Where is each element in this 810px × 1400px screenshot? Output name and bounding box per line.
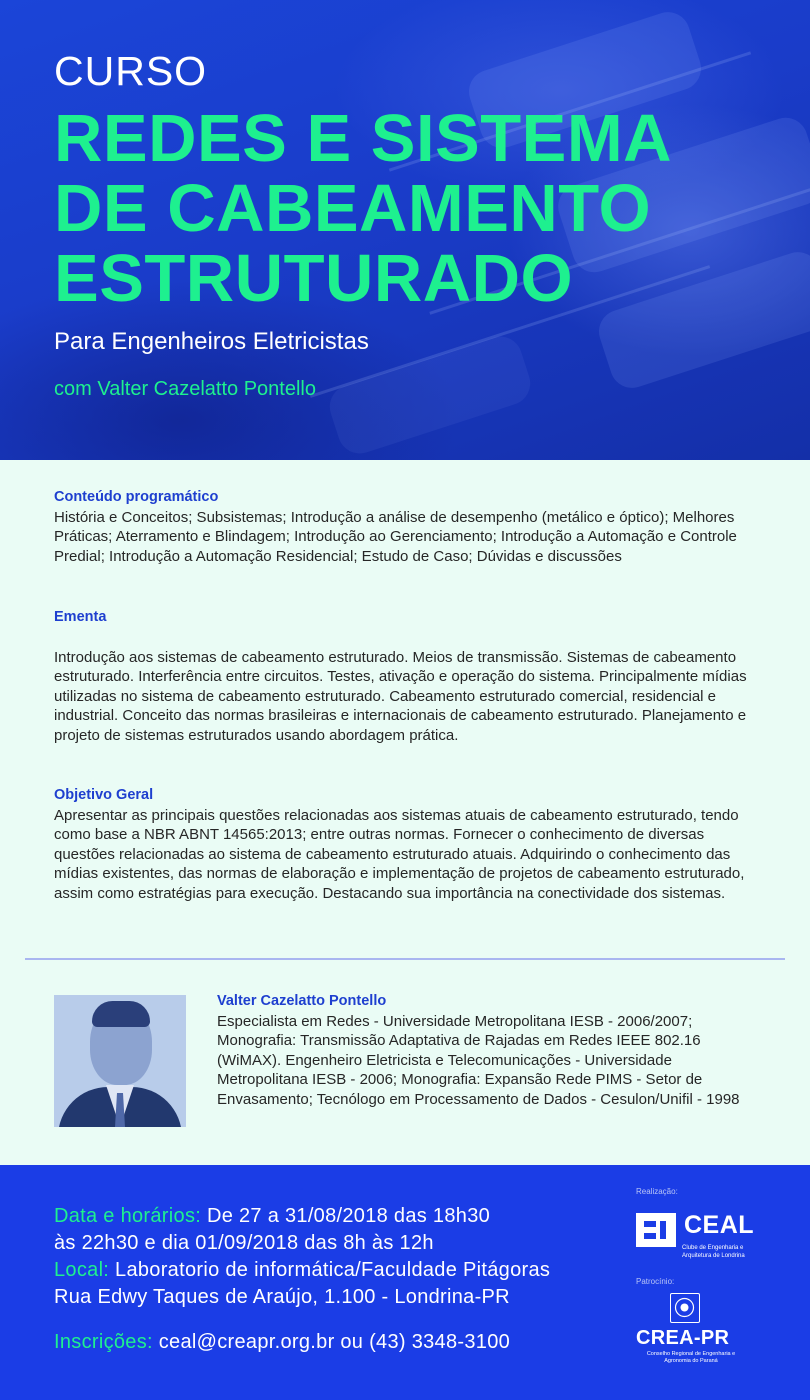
section-ementa bbox=[54, 608, 754, 746]
section-body: Introdução aos sistemas de cabeamento estruturado. Meios de transmissão. Sistemas de cabeamento estruturado. Interferência entre circuitos. Testes, ativação e operação do sistema. Principalmente mídias utilizadas no sistema de cabeamento estruturado. Cabeamento estruturado comercial, residencial e industrial. Conceito das normas brasileiras e internacionais de cabeamento estruturado. Planejamento e projeto de sistemas estruturados usando abordagem prática. bbox=[54, 648, 747, 744]
section-conteudo bbox=[54, 488, 754, 566]
inscricoes-contact[interactable]: ceal@creapr.org.br ou (43) 3348-3100 bbox=[158, 1331, 511, 1353]
local-line bbox=[54, 1259, 550, 1282]
section-objetivo bbox=[54, 786, 754, 904]
ceal-subtitle: Clube de Engenharia e Arquitetura de Londrina bbox=[682, 1245, 745, 1259]
course-title-line: REDES E SISTEMA bbox=[54, 101, 673, 176]
dates-line-2: às 22h30 e dia 01/09/2018 das 8h às 12h bbox=[54, 1232, 434, 1254]
instructor-bio: Especialista em Redes - Universidade Metropolitana IESB - 2006/2007; Monografia: Transmissão Adaptativa de Rajadas em Redes IEEE 802.16 (WiMAX). Engenheiro Eletricista e Telecomunicações - Universidade Metropolitana IESB - 2006; Monografia: Expansão Rede PIMS - Setor de Envasamento; Tecnólogo em Processamento de Dados - Cesulon/Unifil - 1998 bbox=[217, 1012, 740, 1108]
dates-label: Data e horários: bbox=[54, 1205, 202, 1227]
realizacao-label: Realização: bbox=[636, 1187, 678, 1196]
inscricoes-label: Inscrições: bbox=[54, 1331, 153, 1353]
address-line: Rua Edwy Taques de Araújo, 1.100 - Londrina-PR bbox=[54, 1286, 510, 1308]
photo-hair bbox=[92, 1001, 150, 1027]
crea-emblem-icon bbox=[670, 1293, 700, 1323]
footer-info bbox=[0, 1165, 810, 1400]
dates-value: De 27 a 31/08/2018 das 18h30 bbox=[206, 1205, 491, 1227]
local-value: Laboratorio de informática/Faculdade Pitágoras bbox=[115, 1259, 551, 1281]
crea-seal-icon bbox=[671, 1294, 698, 1321]
section-title: Conteúdo programático bbox=[54, 489, 219, 505]
patrocinio-label: Patrocínio: bbox=[636, 1277, 675, 1286]
local-label: Local: bbox=[54, 1259, 110, 1281]
course-title-line: ESTRUTURADO bbox=[54, 241, 574, 316]
course-title bbox=[54, 101, 673, 316]
section-body: Apresentar as principais questões relacionadas aos sistemas atuais de cabeamento estruturado, tendo como base a NBR ABNT 14565:2013; entre outras normas. Fornecer o conhecimento de diversas questões relacionadas ao sistema de cabeamento estruturado atuais. Adquirindo o conhecimento das mídias existentes, das normas de elaboração e implementação de projetos de cabeamento estruturado, assim como estratégias para execução. Destacando sua importância na conectividade dos sistemas. bbox=[54, 806, 745, 902]
hero-banner bbox=[0, 0, 810, 460]
instructor-name: Valter Cazelatto Pontello bbox=[217, 993, 387, 1009]
section-divider bbox=[25, 958, 785, 960]
instructor-profile bbox=[217, 992, 757, 1110]
course-subtitle: Para Engenheiros Eletricistas bbox=[54, 328, 369, 355]
section-title: Objetivo Geral bbox=[54, 787, 154, 803]
section-body: História e Conceitos; Subsistemas; Introdução a análise de desempenho (metálico e óptico); Melhores Práticas; Aterramento e Blindagem; Introdução ao Gerenciamento; Introdução a Automação e Controle Predial; Introdução a Automação Residencial; Estudo de Caso; Dúvidas e discussões bbox=[54, 508, 737, 565]
instructor-photo bbox=[54, 995, 186, 1127]
course-instructor: com Valter Cazelatto Pontello bbox=[54, 378, 316, 400]
crea-subtitle: Conselho Regional de Engenharia e Agronomia do Paraná bbox=[646, 1351, 736, 1364]
crea-name: CREA-PR bbox=[636, 1327, 730, 1349]
course-title-line: DE CABEAMENTO bbox=[54, 171, 652, 246]
section-title: Ementa bbox=[54, 609, 107, 625]
ceal-name: CEAL bbox=[684, 1211, 755, 1239]
inscricoes-line[interactable] bbox=[54, 1331, 510, 1354]
dates-line bbox=[54, 1205, 490, 1228]
course-kicker: CURSO bbox=[54, 48, 208, 94]
